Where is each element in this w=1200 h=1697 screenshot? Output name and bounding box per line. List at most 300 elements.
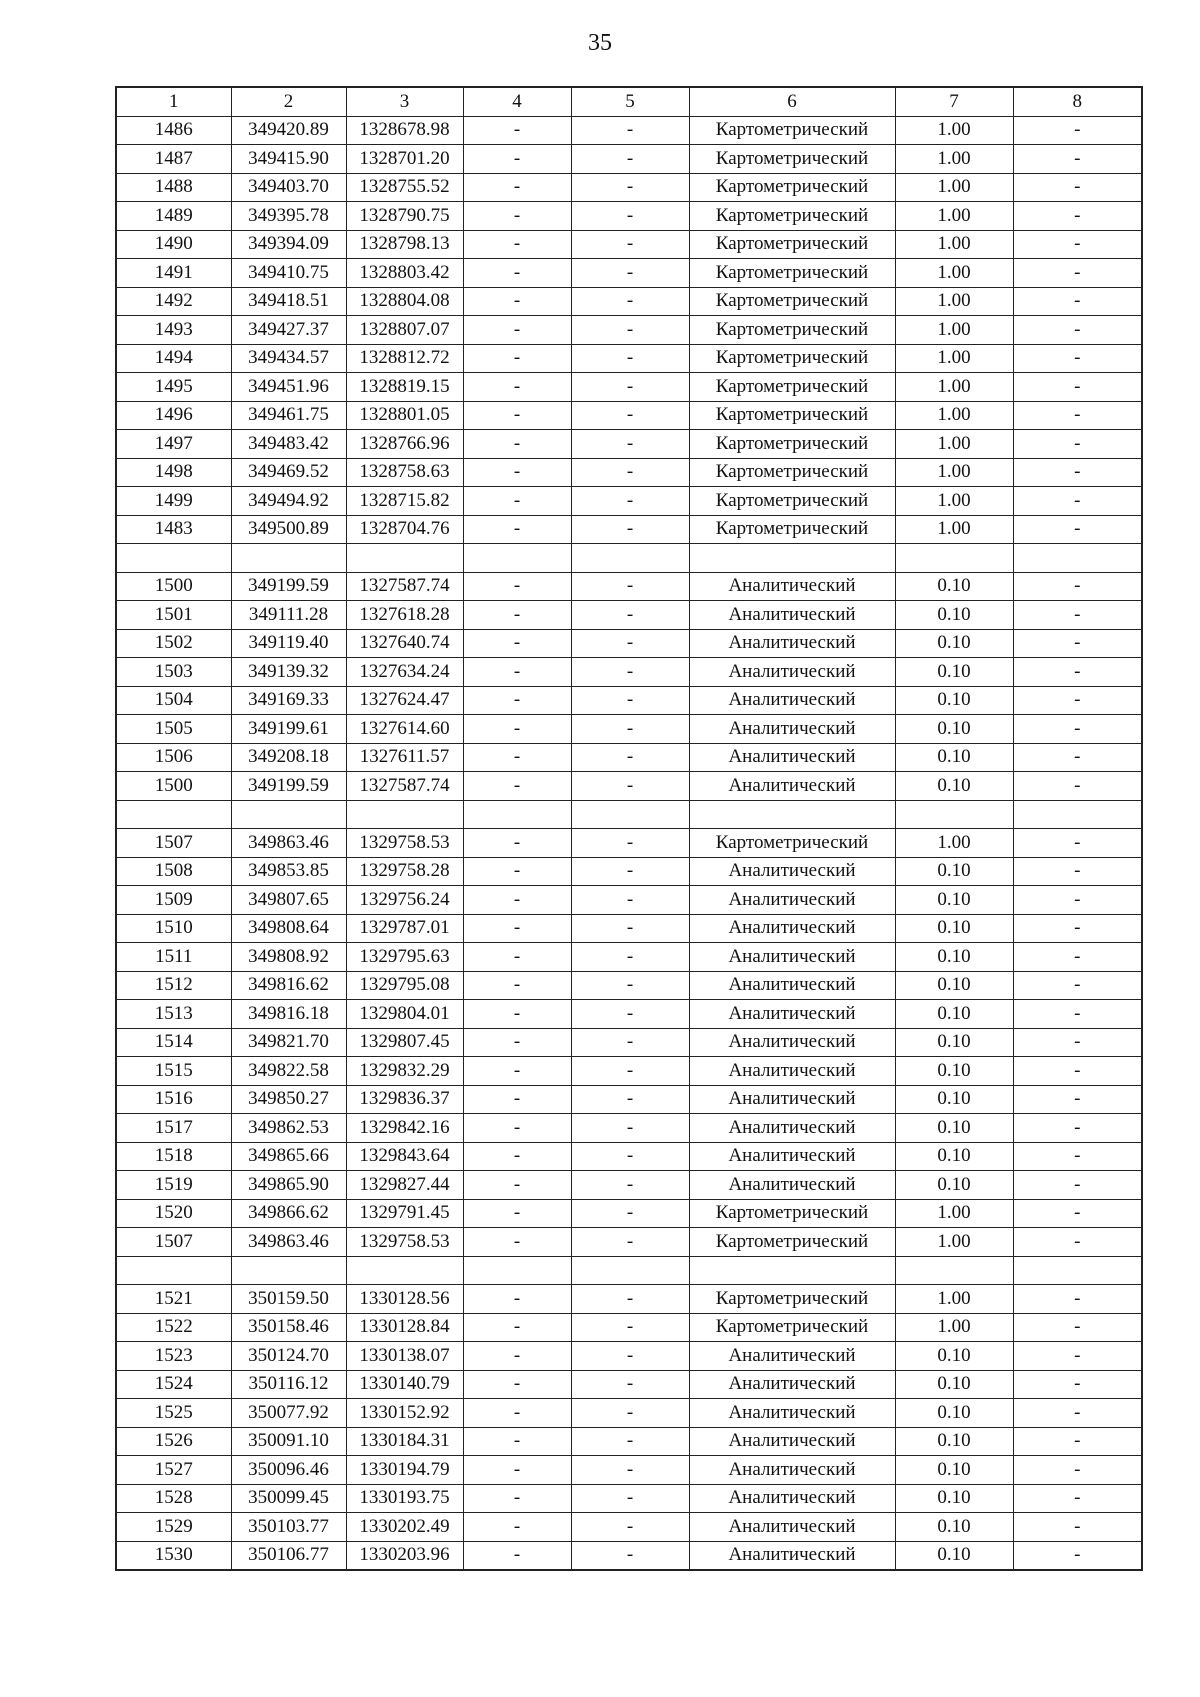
table-cell: -	[463, 857, 571, 886]
table-cell: Аналитический	[689, 601, 895, 630]
table-cell: -	[1013, 1313, 1142, 1342]
table-cell: 349822.58	[231, 1057, 346, 1086]
table-cell: 1504	[116, 686, 231, 715]
table-cell: 0.10	[895, 914, 1013, 943]
table-cell: -	[1013, 1114, 1142, 1143]
table-cell: 1.00	[895, 829, 1013, 858]
table-cell: 350106.77	[231, 1541, 346, 1570]
table-cell: -	[1013, 772, 1142, 801]
table-cell: -	[463, 1028, 571, 1057]
table-cell: -	[571, 1085, 689, 1114]
table-cell: -	[463, 401, 571, 430]
table-cell: 0.10	[895, 1000, 1013, 1029]
table-cell: -	[1013, 886, 1142, 915]
table-cell: -	[463, 1484, 571, 1513]
table-cell: 1327634.24	[346, 658, 463, 687]
table-cell: -	[1013, 230, 1142, 259]
table-cell: -	[1013, 515, 1142, 544]
table-cell: 1329827.44	[346, 1171, 463, 1200]
table-cell: Аналитический	[689, 914, 895, 943]
table-cell: -	[463, 886, 571, 915]
table-cell: 1530	[116, 1541, 231, 1570]
column-header: 4	[463, 87, 571, 116]
table-row	[116, 1370, 1142, 1399]
coordinates-table	[115, 86, 1143, 1571]
table-cell: 1327640.74	[346, 629, 463, 658]
table-cell: 349500.89	[231, 515, 346, 544]
table-cell: -	[571, 259, 689, 288]
table-cell	[571, 1256, 689, 1285]
table-cell: 1328766.96	[346, 430, 463, 459]
table-cell: Аналитический	[689, 1085, 895, 1114]
table-cell: -	[463, 1142, 571, 1171]
table-cell: 0.10	[895, 772, 1013, 801]
table-cell: 1328801.05	[346, 401, 463, 430]
table-cell: Картометрический	[689, 230, 895, 259]
table-cell: Аналитический	[689, 1171, 895, 1200]
table-cell: 1330128.84	[346, 1313, 463, 1342]
table-cell: -	[1013, 857, 1142, 886]
table-cell: 349394.09	[231, 230, 346, 259]
table-cell: Картометрический	[689, 829, 895, 858]
table-cell	[1013, 544, 1142, 573]
table-cell: -	[463, 1427, 571, 1456]
table-cell: 1513	[116, 1000, 231, 1029]
table-cell: -	[463, 914, 571, 943]
table-cell: Картометрический	[689, 1285, 895, 1314]
table-row	[116, 857, 1142, 886]
table-cell: 350103.77	[231, 1513, 346, 1542]
table-cell: 349415.90	[231, 145, 346, 174]
table-cell: -	[1013, 287, 1142, 316]
table-row	[116, 145, 1142, 174]
table-cell: 1327611.57	[346, 743, 463, 772]
table-cell: -	[571, 743, 689, 772]
table-cell: 0.10	[895, 1484, 1013, 1513]
table-cell: 1507	[116, 829, 231, 858]
table-cell: 0.10	[895, 1085, 1013, 1114]
table-cell: 0.10	[895, 1171, 1013, 1200]
table-row	[116, 1171, 1142, 1200]
table-cell: Аналитический	[689, 857, 895, 886]
table-cell: 349461.75	[231, 401, 346, 430]
table-cell: 1328755.52	[346, 173, 463, 202]
table-cell: 1527	[116, 1456, 231, 1485]
table-cell: -	[463, 373, 571, 402]
table-cell: -	[571, 1313, 689, 1342]
table-cell: 0.10	[895, 1342, 1013, 1371]
table-cell: -	[571, 1342, 689, 1371]
table-cell: 349865.66	[231, 1142, 346, 1171]
table-row	[116, 800, 1142, 829]
table-cell: -	[571, 1399, 689, 1428]
table-cell: 0.10	[895, 1028, 1013, 1057]
table-row	[116, 1541, 1142, 1570]
table-row	[116, 1399, 1142, 1428]
table-cell: -	[463, 1171, 571, 1200]
table-cell: 349850.27	[231, 1085, 346, 1114]
table-cell: 349863.46	[231, 1228, 346, 1257]
table-cell	[346, 544, 463, 573]
table-cell: -	[571, 202, 689, 231]
table-cell	[895, 544, 1013, 573]
table-cell: 350116.12	[231, 1370, 346, 1399]
table-cell: -	[463, 686, 571, 715]
table-cell: 1.00	[895, 344, 1013, 373]
table-cell: -	[463, 487, 571, 516]
table-cell: 349111.28	[231, 601, 346, 630]
table-cell: Аналитический	[689, 743, 895, 772]
table-cell: 1327624.47	[346, 686, 463, 715]
table-cell: -	[463, 344, 571, 373]
table-row	[116, 1000, 1142, 1029]
table-cell: -	[571, 1427, 689, 1456]
page-number: 35	[588, 30, 612, 56]
table-cell: 1492	[116, 287, 231, 316]
table-cell: 1.00	[895, 145, 1013, 174]
table-cell: 1523	[116, 1342, 231, 1371]
table-cell	[231, 1256, 346, 1285]
table-cell: -	[1013, 1484, 1142, 1513]
table-cell: -	[571, 914, 689, 943]
table-row	[116, 515, 1142, 544]
table-cell: -	[571, 487, 689, 516]
table-cell: 0.10	[895, 1370, 1013, 1399]
table-cell: 1328758.63	[346, 458, 463, 487]
table-cell: 349420.89	[231, 116, 346, 145]
table-cell: 349808.92	[231, 943, 346, 972]
table-cell: 349494.92	[231, 487, 346, 516]
table-cell: 1329807.45	[346, 1028, 463, 1057]
table-cell: 0.10	[895, 658, 1013, 687]
table-cell: 1.00	[895, 230, 1013, 259]
table-cell: -	[463, 829, 571, 858]
table-cell: Аналитический	[689, 1000, 895, 1029]
table-cell: 349169.33	[231, 686, 346, 715]
table-cell: 1328798.13	[346, 230, 463, 259]
table-cell: -	[463, 1370, 571, 1399]
table-cell: -	[1013, 629, 1142, 658]
table-cell: -	[571, 1000, 689, 1029]
table-cell: -	[463, 601, 571, 630]
table-cell: 349807.65	[231, 886, 346, 915]
table-cell: 1329791.45	[346, 1199, 463, 1228]
table-cell: -	[1013, 1199, 1142, 1228]
table-cell: 1329758.53	[346, 1228, 463, 1257]
table-cell	[463, 1256, 571, 1285]
table-cell: -	[1013, 373, 1142, 402]
column-header: 8	[1013, 87, 1142, 116]
table-row	[116, 430, 1142, 459]
table-row	[116, 230, 1142, 259]
table-cell: -	[1013, 1399, 1142, 1428]
table-cell: 1.00	[895, 259, 1013, 288]
table-cell: -	[571, 572, 689, 601]
table-cell: -	[463, 116, 571, 145]
table-cell: Аналитический	[689, 971, 895, 1000]
table-cell: -	[571, 1199, 689, 1228]
table-cell: Картометрический	[689, 287, 895, 316]
table-row	[116, 487, 1142, 516]
table-cell: 1330194.79	[346, 1456, 463, 1485]
table-row	[116, 1114, 1142, 1143]
table-cell: -	[463, 1057, 571, 1086]
table-cell: 1329758.28	[346, 857, 463, 886]
table-cell: 349119.40	[231, 629, 346, 658]
table-cell: 349208.18	[231, 743, 346, 772]
table-cell: -	[571, 629, 689, 658]
table-cell: 0.10	[895, 743, 1013, 772]
table-cell: 1489	[116, 202, 231, 231]
table-cell: Аналитический	[689, 1456, 895, 1485]
table-cell: 1508	[116, 857, 231, 886]
table-cell: 0.10	[895, 1541, 1013, 1570]
column-header: 5	[571, 87, 689, 116]
table-cell: -	[463, 658, 571, 687]
table-cell: -	[571, 373, 689, 402]
table-cell: -	[1013, 145, 1142, 174]
table-cell: -	[463, 259, 571, 288]
table-cell: -	[463, 316, 571, 345]
table-cell: -	[571, 601, 689, 630]
table-cell: 1.00	[895, 1313, 1013, 1342]
table-cell: -	[463, 772, 571, 801]
table-cell: 1329836.37	[346, 1085, 463, 1114]
table-cell: 1329756.24	[346, 886, 463, 915]
table-cell: 349395.78	[231, 202, 346, 231]
table-cell: Картометрический	[689, 401, 895, 430]
table-cell: 349403.70	[231, 173, 346, 202]
table-cell: -	[1013, 686, 1142, 715]
table-cell: -	[571, 857, 689, 886]
table-header-row	[116, 87, 1142, 116]
table-cell: 1486	[116, 116, 231, 145]
table-cell: -	[1013, 1456, 1142, 1485]
table-cell: 1328819.15	[346, 373, 463, 402]
table-cell: -	[571, 943, 689, 972]
table-row	[116, 1513, 1142, 1542]
table-cell: Картометрический	[689, 116, 895, 145]
table-row	[116, 886, 1142, 915]
table-cell: -	[571, 458, 689, 487]
table-cell: 1327587.74	[346, 572, 463, 601]
table-cell: 1329795.63	[346, 943, 463, 972]
table-cell: Аналитический	[689, 1142, 895, 1171]
table-cell	[346, 800, 463, 829]
table-row	[116, 1142, 1142, 1171]
table-cell: 1330193.75	[346, 1484, 463, 1513]
table-cell: Аналитический	[689, 715, 895, 744]
table-cell: 1499	[116, 487, 231, 516]
table-cell	[116, 1256, 231, 1285]
table-cell: 1509	[116, 886, 231, 915]
table-cell: -	[1013, 601, 1142, 630]
table-cell: -	[463, 1456, 571, 1485]
table-cell: 0.10	[895, 601, 1013, 630]
column-header: 3	[346, 87, 463, 116]
table-cell: 1328812.72	[346, 344, 463, 373]
table-cell: -	[1013, 572, 1142, 601]
table-cell: -	[571, 316, 689, 345]
table-cell: 349483.42	[231, 430, 346, 459]
table-row	[116, 1228, 1142, 1257]
table-cell: 1330128.56	[346, 1285, 463, 1314]
table-cell: 1483	[116, 515, 231, 544]
table-row	[116, 829, 1142, 858]
table-cell: 350077.92	[231, 1399, 346, 1428]
table-row	[116, 572, 1142, 601]
table-row	[116, 1313, 1142, 1342]
table-cell: Картометрический	[689, 1228, 895, 1257]
table-cell: Картометрический	[689, 173, 895, 202]
table-cell: Аналитический	[689, 886, 895, 915]
table-cell: -	[571, 287, 689, 316]
table-cell: Картометрический	[689, 1313, 895, 1342]
table-cell: 1328678.98	[346, 116, 463, 145]
table-cell: Аналитический	[689, 943, 895, 972]
table-row	[116, 971, 1142, 1000]
table-cell: -	[1013, 943, 1142, 972]
table-cell: 1.00	[895, 401, 1013, 430]
table-cell: 1516	[116, 1085, 231, 1114]
table-cell: -	[571, 344, 689, 373]
table-cell: 1330140.79	[346, 1370, 463, 1399]
table-cell: 0.10	[895, 629, 1013, 658]
table-cell: -	[1013, 1370, 1142, 1399]
table-cell: 0.10	[895, 943, 1013, 972]
table-cell: 1488	[116, 173, 231, 202]
table-row	[116, 116, 1142, 145]
table-cell: -	[1013, 202, 1142, 231]
table-cell: -	[571, 116, 689, 145]
table-cell: -	[463, 202, 571, 231]
table-cell: -	[463, 145, 571, 174]
table-cell: -	[1013, 1028, 1142, 1057]
table-row	[116, 1484, 1142, 1513]
table-cell: 1328704.76	[346, 515, 463, 544]
table-cell: 1526	[116, 1427, 231, 1456]
table-cell: -	[571, 430, 689, 459]
table-cell: 350099.45	[231, 1484, 346, 1513]
column-header: 1	[116, 87, 231, 116]
table-cell: 349816.18	[231, 1000, 346, 1029]
table-cell	[1013, 800, 1142, 829]
table-cell: 1328701.20	[346, 145, 463, 174]
table-cell: -	[571, 401, 689, 430]
table-cell: -	[1013, 914, 1142, 943]
table-cell	[895, 800, 1013, 829]
table-cell: -	[1013, 259, 1142, 288]
table-cell: Картометрический	[689, 458, 895, 487]
table-cell: -	[571, 1028, 689, 1057]
table-cell: 1329804.01	[346, 1000, 463, 1029]
table-cell: -	[463, 1285, 571, 1314]
table-cell: 1.00	[895, 430, 1013, 459]
table-cell: 350124.70	[231, 1342, 346, 1371]
table-cell: 350096.46	[231, 1456, 346, 1485]
table-row	[116, 601, 1142, 630]
table-row	[116, 458, 1142, 487]
table-cell	[689, 544, 895, 573]
table-cell: 1507	[116, 1228, 231, 1257]
table-cell: 1493	[116, 316, 231, 345]
table-cell: -	[1013, 173, 1142, 202]
table-cell: -	[463, 971, 571, 1000]
table-cell: -	[463, 230, 571, 259]
table-cell: 350159.50	[231, 1285, 346, 1314]
table-cell: -	[1013, 344, 1142, 373]
table-cell: 0.10	[895, 971, 1013, 1000]
table-cell: 1521	[116, 1285, 231, 1314]
table-row	[116, 914, 1142, 943]
table-row	[116, 316, 1142, 345]
table-cell: -	[571, 772, 689, 801]
table-cell: Картометрический	[689, 259, 895, 288]
table-cell: 1490	[116, 230, 231, 259]
table-cell: 1501	[116, 601, 231, 630]
table-cell	[571, 800, 689, 829]
column-header: 7	[895, 87, 1013, 116]
table-cell: -	[1013, 1228, 1142, 1257]
table-cell: Аналитический	[689, 658, 895, 687]
table-cell: -	[1013, 458, 1142, 487]
table-cell: Аналитический	[689, 1513, 895, 1542]
table-cell: -	[463, 943, 571, 972]
column-header: 6	[689, 87, 895, 116]
table-cell: -	[463, 1342, 571, 1371]
table-cell: 1.00	[895, 202, 1013, 231]
table-cell: -	[1013, 1142, 1142, 1171]
table-cell: -	[463, 173, 571, 202]
table-cell: -	[1013, 971, 1142, 1000]
table-cell: -	[571, 1484, 689, 1513]
table-cell: 0.10	[895, 1057, 1013, 1086]
table-cell: -	[1013, 1513, 1142, 1542]
table-cell	[346, 1256, 463, 1285]
table-cell: -	[1013, 401, 1142, 430]
table-cell	[463, 800, 571, 829]
table-cell: -	[463, 1085, 571, 1114]
table-cell: Картометрический	[689, 202, 895, 231]
table-cell: 1494	[116, 344, 231, 373]
table-cell: -	[463, 1199, 571, 1228]
table-cell: -	[571, 829, 689, 858]
table-cell: 1495	[116, 373, 231, 402]
table-cell: 1.00	[895, 1285, 1013, 1314]
column-header: 2	[231, 87, 346, 116]
table-cell: 1515	[116, 1057, 231, 1086]
table-cell: Картометрический	[689, 344, 895, 373]
table-body	[116, 116, 1142, 1570]
table-cell: 349808.64	[231, 914, 346, 943]
table-cell: 0.10	[895, 686, 1013, 715]
table-cell: 1329795.08	[346, 971, 463, 1000]
table-cell: -	[463, 515, 571, 544]
table-cell: 1496	[116, 401, 231, 430]
table-cell: 1529	[116, 1513, 231, 1542]
table-cell: -	[1013, 1427, 1142, 1456]
table-cell: 1.00	[895, 373, 1013, 402]
table-cell: 349821.70	[231, 1028, 346, 1057]
table-cell: 0.10	[895, 715, 1013, 744]
table-cell: 1329787.01	[346, 914, 463, 943]
table-cell: Картометрический	[689, 487, 895, 516]
table-cell: Аналитический	[689, 572, 895, 601]
table-cell: 349199.59	[231, 772, 346, 801]
table-cell: 1524	[116, 1370, 231, 1399]
table-cell: 1517	[116, 1114, 231, 1143]
table-cell: Аналитический	[689, 1057, 895, 1086]
